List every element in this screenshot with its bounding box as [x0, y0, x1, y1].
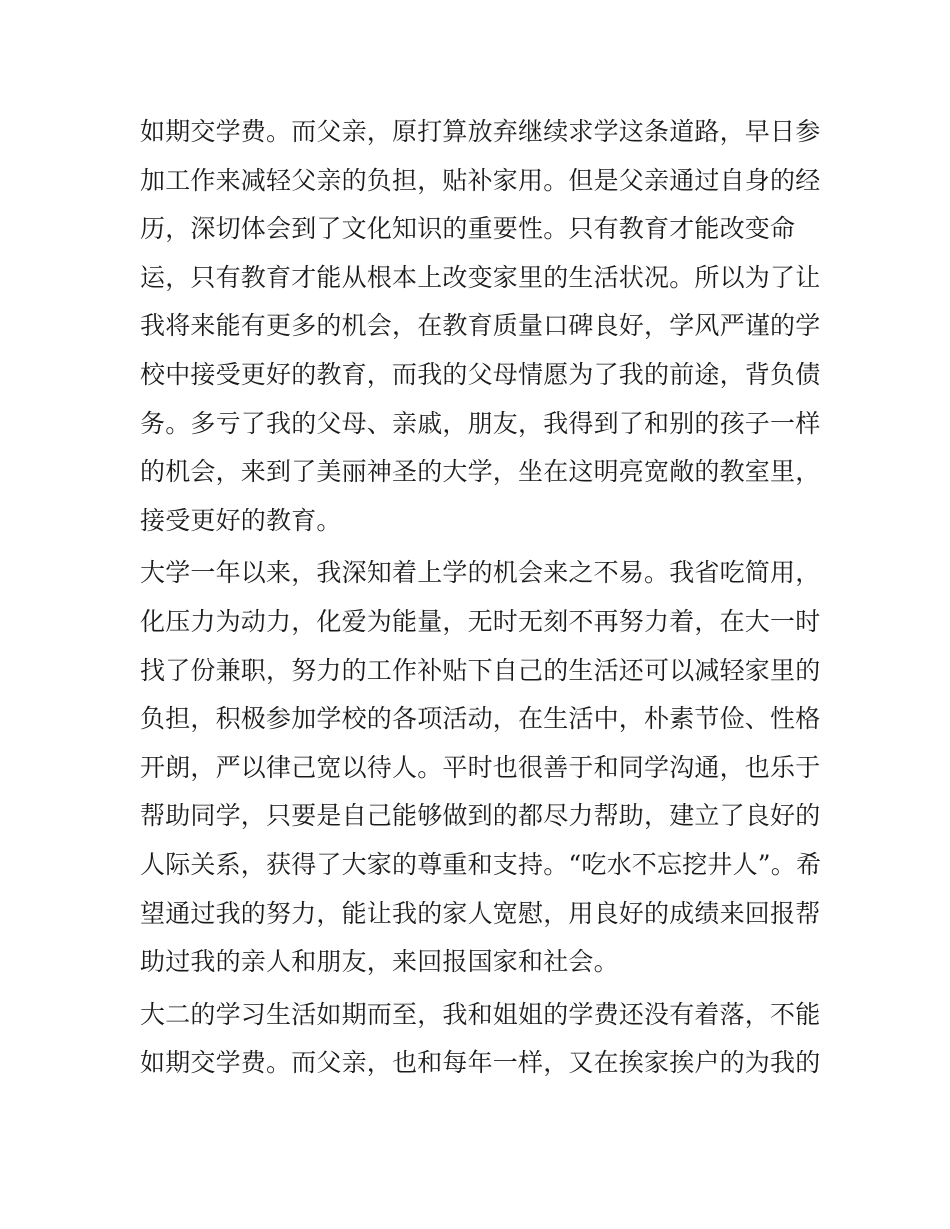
text-line: 大学一年以来，我深知着上学的机会来之不易。我省吃简用，: [140, 558, 821, 588]
text-line: 望通过我的努力，能让我的家人宽慰，用良好的成绩来回报帮: [140, 898, 821, 928]
text-line: 人际关系，获得了大家的尊重和支持。“吃水不忘挖井人”。希: [140, 849, 822, 879]
text-line: 助过我的亲人和朋友，来回报国家和社会。: [140, 947, 619, 977]
text-line: 如期交学费。而父亲，原打算放弃继续求学这条道路，早日参: [140, 117, 821, 146]
text-line: 历，深切体会到了文化知识的重要性。只有教育才能改变命: [140, 214, 796, 244]
paragraph-1: [140, 108, 820, 545]
text-line: 校中接受更好的教育，而我的父母情愿为了我的前途，背负债: [140, 359, 821, 389]
text-line: 加工作来减轻父亲的负担，贴补家用。但是父亲通过自身的经: [140, 165, 821, 195]
text-line: 找了份兼职，努力的工作补贴下自己的生活还可以减轻家里的: [140, 655, 821, 685]
text-line: 大二的学习生活如期而至，我和姐姐的学费还没有着落，不能: [140, 999, 821, 1029]
text-line: 如期交学费。而父亲，也和每年一样，又在挨家挨户的为我的: [140, 1048, 821, 1078]
document-body: [140, 108, 820, 1088]
text-line: 我将来能有更多的机会，在教育质量口碑良好，学风严谨的学: [140, 311, 821, 341]
paragraph-3: [140, 991, 820, 1088]
text-line: 务。多亏了我的父母、亲戚，朋友，我得到了和别的孩子一样: [140, 408, 821, 438]
text-line: 开朗，严以律己宽以待人。平时也很善于和同学沟通，也乐于: [140, 752, 821, 782]
text-line: 接受更好的教育。: [140, 505, 342, 535]
text-line: 的机会，来到了美丽神圣的大学，坐在这明亮宽敞的教室里，: [140, 457, 821, 487]
paragraph-2: [140, 549, 820, 986]
text-line: 帮助同学，只要是自己能够做到的都尽力帮助，建立了良好的: [140, 801, 821, 831]
text-line: 运，只有教育才能从根本上改变家里的生活状况。所以为了让: [140, 262, 821, 292]
text-line: 负担，积极参加学校的各项活动，在生活中，朴素节俭、性格: [140, 704, 821, 734]
text-line: 化压力为动力，化爱为能量，无时无刻不再努力着，在大一时: [140, 606, 821, 636]
